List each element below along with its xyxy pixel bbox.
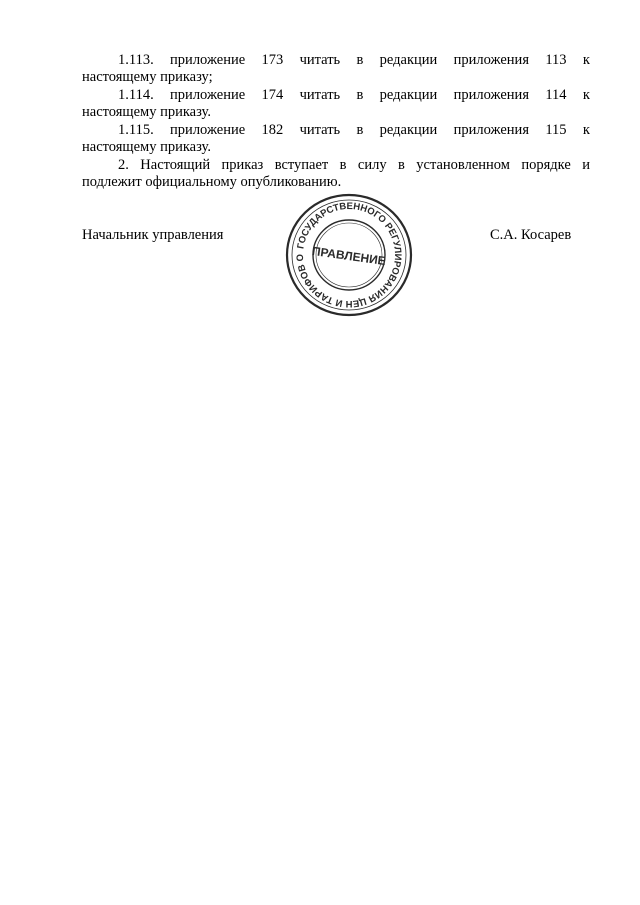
item-1-115-line — [118, 122, 590, 139]
item-1-113-line — [118, 52, 590, 69]
word: приложения — [453, 122, 529, 138]
word: приложение — [170, 122, 246, 138]
word: приложения — [453, 87, 529, 103]
seal-ring-text: ГОСУДАРСТВЕННОГО РЕГУЛИРОВАНИЯ ЦЕН И ТАРИФОВ О — [294, 200, 404, 310]
word: в — [356, 87, 364, 103]
item-number: 1.113. — [118, 52, 154, 68]
item-number: 1.114. — [118, 87, 154, 103]
item-1-114-continuation: настоящему приказу. — [82, 104, 211, 120]
word: к — [582, 87, 590, 103]
word: редакции — [379, 122, 438, 138]
item-1-113-continuation: настоящему приказу; — [82, 69, 213, 85]
word: в — [398, 157, 405, 173]
word: и — [582, 157, 590, 173]
word: в — [356, 122, 364, 138]
official-seal — [282, 190, 416, 320]
signatory-position: Начальник управления — [82, 227, 224, 243]
word: приложение — [170, 87, 246, 103]
word: в — [339, 157, 347, 173]
word: 182 — [261, 122, 284, 138]
word: установленном — [416, 157, 510, 173]
word: читать — [299, 122, 341, 138]
word: в — [356, 52, 364, 68]
word: 113 — [545, 52, 567, 68]
word: к — [582, 122, 590, 138]
word: 114 — [545, 87, 567, 103]
word: приказ — [221, 157, 264, 173]
seal-center-text: ПРАВЛЕНИЕ — [311, 243, 387, 269]
clause-2-line — [118, 157, 590, 174]
clause-2-continuation: подлежит официальному опубликованию. — [82, 174, 342, 190]
signatory-name: С.А. Косарев — [490, 227, 572, 243]
word: порядке — [521, 157, 571, 173]
word: вступает — [274, 157, 329, 173]
word: 173 — [261, 52, 284, 68]
word: читать — [299, 52, 341, 68]
word: редакции — [379, 87, 438, 103]
item-1-115-continuation: настоящему приказу. — [82, 139, 211, 155]
item-number: 1.115. — [118, 122, 154, 138]
word: приложение — [170, 52, 246, 68]
word: редакции — [379, 52, 438, 68]
word: читать — [299, 87, 341, 103]
item-1-114-line — [118, 87, 590, 104]
word: 115 — [545, 122, 567, 138]
seal-icon — [282, 190, 416, 320]
word: силу — [357, 157, 387, 173]
clause-number: 2. — [118, 157, 129, 173]
word: приложения — [453, 52, 529, 68]
word: Настоящий — [140, 157, 211, 173]
word: к — [582, 52, 590, 68]
word: 174 — [261, 87, 284, 103]
